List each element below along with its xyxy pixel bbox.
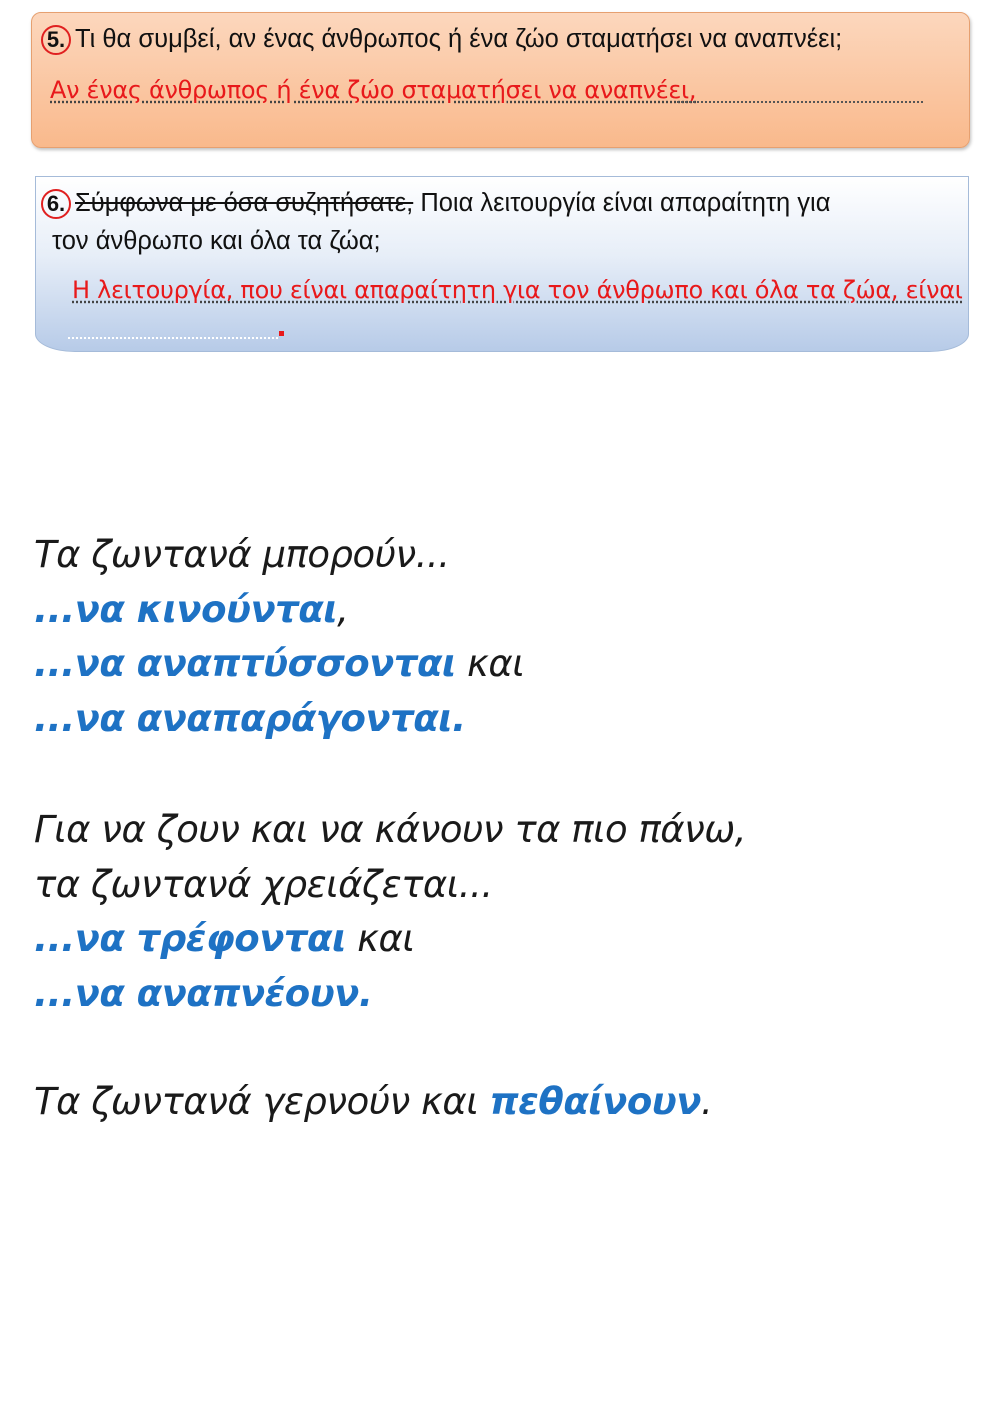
question-5-answer: Αν ένας άνθρωπος ή ένα ζώο σταματήσει να αναπνέει, bbox=[50, 76, 697, 104]
summary-line: ...να αναπαράγονται. bbox=[34, 696, 466, 740]
question-5-card bbox=[31, 12, 970, 148]
question-5-text: 5. Τι θα συμβεί, αν ένας άνθρωπος ή ένα ζώο σταματήσει να αναπνέει; bbox=[41, 23, 842, 55]
summary-line: Τα ζωντανά μπορούν... bbox=[34, 533, 450, 576]
summary-line: ...να τρέφονται και bbox=[34, 917, 415, 960]
question-6-number: 6. bbox=[41, 189, 71, 219]
question-6-text-line2: τον άνθρωπο και όλα τα ζώα; bbox=[52, 227, 381, 255]
question-5-number: 5. bbox=[41, 25, 71, 55]
summary-line: ...να αναπτύσσονται και bbox=[34, 642, 525, 685]
answer-blank-line bbox=[68, 337, 278, 339]
answer-blank-line bbox=[677, 101, 923, 103]
summary-block-2 bbox=[34, 803, 746, 1021]
summary-line: ...να αναπνέουν. bbox=[34, 971, 373, 1015]
summary-line: Για να ζουν και να κάνουν τα πιο πάνω, bbox=[34, 808, 747, 851]
summary-line: ...να κινούνται, bbox=[34, 587, 349, 631]
summary-block-1 bbox=[34, 528, 524, 746]
answer-end-dot bbox=[279, 331, 284, 336]
question-6-text: 6. Σύμφωνα με όσα συζητήσατε, Ποια λειτουργία είναι απαραίτητη για bbox=[41, 187, 830, 219]
question-6-answer: Η λειτουργία, που είναι απαραίτητη για τον άνθρωπο και όλα τα ζώα, είναι bbox=[72, 276, 963, 304]
question-6-card bbox=[35, 176, 969, 352]
struck-text: Σύμφωνα με όσα συζητήσατε, bbox=[75, 189, 414, 217]
summary-line: Τα ζωντανά γερνούν και πεθαίνουν. bbox=[34, 1080, 713, 1123]
summary-line: τα ζωντανά χρειάζεται... bbox=[34, 862, 493, 906]
summary-block-3 bbox=[34, 1075, 712, 1130]
